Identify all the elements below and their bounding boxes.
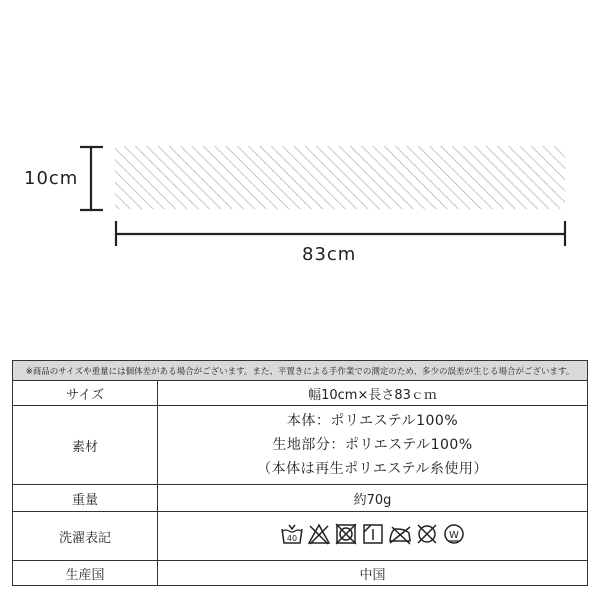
measurement-note: ※商品のサイズや重量には個体差がある場合がございます。また、平置きによる手作業での測定のため、多少の誤差が生じる場合がございます。: [13, 361, 588, 381]
height-label: 10cm: [24, 168, 79, 189]
wet-clean-icon: [442, 522, 466, 546]
svg-text:40: 40: [286, 534, 297, 543]
width-dimension-line: [116, 221, 565, 246]
hand-wash-icon: [280, 522, 304, 546]
low-iron-icon: [388, 522, 412, 546]
care-label: 洗濯表記: [13, 512, 158, 561]
origin-label: 生産国: [13, 561, 158, 586]
weight-value: 約70g: [158, 485, 588, 512]
line-dry-shade-icon: [361, 522, 385, 546]
origin-value: 中国: [158, 561, 588, 586]
no-dry-clean-icon: [415, 522, 439, 546]
care-value: [158, 512, 588, 561]
height-dimension-line: [80, 147, 103, 210]
table-row: [13, 561, 588, 586]
material-line: 生地部分：ポリエステル100%: [272, 437, 473, 453]
size-value: 幅10cm×長さ83ｃｍ: [158, 381, 588, 406]
table-row: [13, 512, 588, 561]
table-row: [13, 381, 588, 406]
material-line: （本体は再生ポリエステル糸使用）: [257, 461, 488, 477]
note-row: [13, 361, 588, 381]
weight-label: 重量: [13, 485, 158, 512]
table-row: [13, 485, 588, 512]
table-row: [13, 406, 588, 485]
size-label: サイズ: [13, 381, 158, 406]
no-bleach-icon: [307, 522, 331, 546]
material-value: [158, 406, 588, 485]
material-label: 素材: [13, 406, 158, 485]
width-label: 83cm: [302, 244, 357, 265]
product-shape: [115, 146, 565, 209]
svg-text:W: W: [448, 530, 459, 541]
care-icons: [280, 522, 466, 546]
spec-table: [12, 360, 588, 586]
no-tumble-dry-icon: [334, 522, 358, 546]
material-line: 本体：ポリエステル100%: [286, 413, 459, 429]
